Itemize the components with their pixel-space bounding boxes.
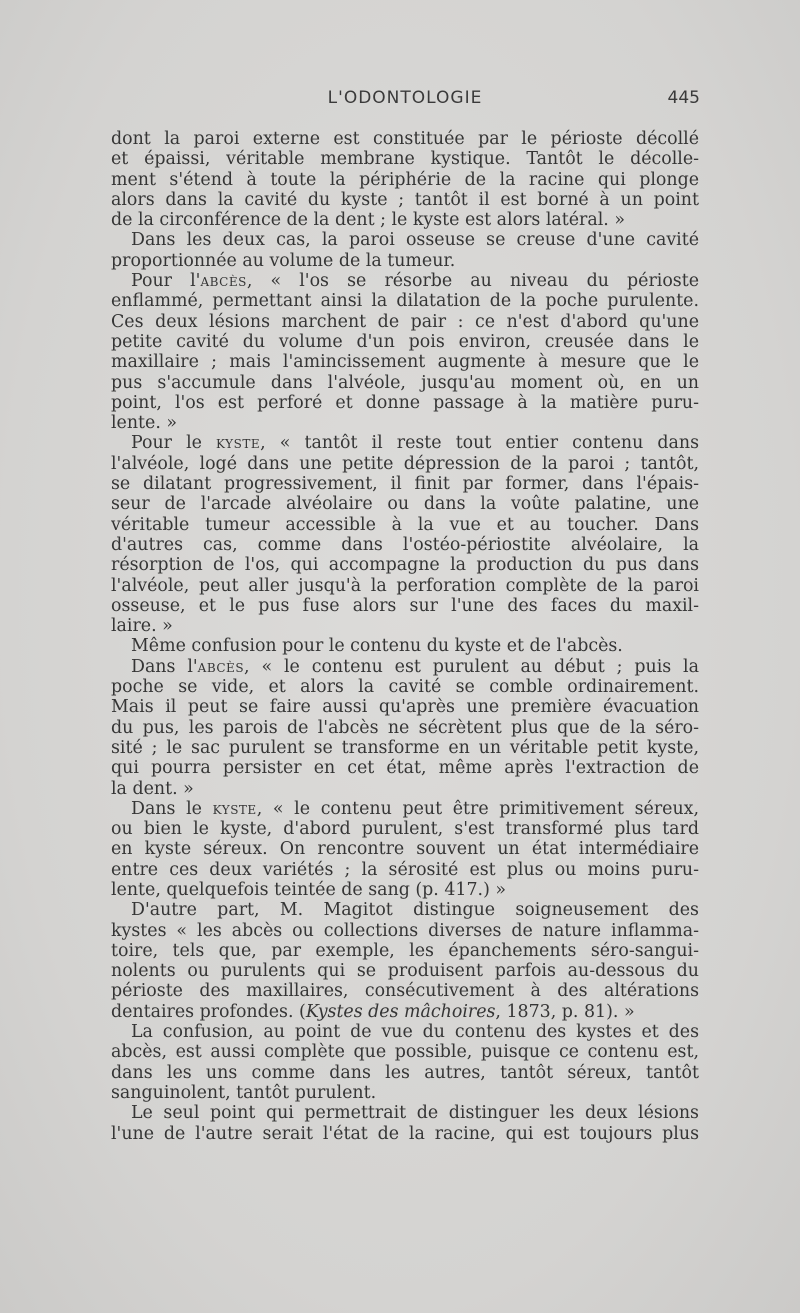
text-line: abcès, est aussi complète que possible, puisque ce contenu est, [111,1042,699,1063]
text-line: se dilatant progressivement, il finit par former, dans l'épais- [111,474,699,495]
text-line: l'une de l'autre serait l'état de la racine, qui est toujours plus [111,1123,699,1144]
text-line: véritable tumeur accessible à la vue et au toucher. Dans [111,514,699,535]
text-line: Ces deux lésions marchent de pair : ce n'est d'abord qu'une [111,311,699,332]
text-line [111,657,699,677]
small-caps-term: abcès [197,656,245,677]
text-line: périoste des maxillaires, consécutivement à des altérations [111,981,699,1002]
text-segment: Dans le [131,798,213,819]
small-caps-term: abcès [200,271,247,292]
text-line [111,271,699,291]
text-line: petite cavité du volume d'un pois environ, creusée dans le [111,331,699,352]
text-line: ment s'étend à toute la périphérie de la racine qui plonge [111,169,699,190]
text-line: entre ces deux variétés ; la sérosité est plus ou moins puru- [111,859,699,880]
text-line: seur de l'arcade alvéolaire ou dans la voûte palatine, une [111,494,699,515]
text-segment: Pour l' [131,271,201,292]
text-line: laire. » [111,616,173,637]
small-caps-term: kyste [216,433,261,454]
text-line: D'autre part, M. Magitot distingue soigneusement des [131,900,699,921]
text-line [111,1002,699,1022]
page-header [110,88,700,116]
text-segment: , 1873, p. 81). » [495,1001,635,1022]
text-line [111,799,699,819]
text-line: de la circonférence de la dent ; le kyste est alors latéral. » [111,210,625,231]
text-line: Mais il peut se faire aussi qu'après une première évacuation [111,697,699,718]
text-line: kystes « les abcès ou collections diverses de nature inflamma- [111,920,699,941]
text-line: dont la paroi externe est constituée par le périoste décollé [111,129,699,149]
text-segment: Dans l' [131,656,198,677]
text-line: Dans les deux cas, la paroi osseuse se creuse d'une cavité [131,230,699,251]
text-line: Le seul point qui permettrait de distinguer les deux lésions [131,1103,699,1124]
running-title: L'ODONTOLOGIE [327,88,483,108]
small-caps-term: kyste [212,798,257,819]
text-line: point, l'os est perforé et donne passage à la matière puru- [111,392,699,413]
text-line: toire, tels que, par exemple, les épanchements séro-sangui- [111,940,699,961]
text-line: alors dans la cavité du kyste ; tantôt il est borné à un point [111,189,699,210]
text-line: Même confusion pour le contenu du kyste et de l'abcès. [131,636,623,657]
text-line: La confusion, au point de vue du contenu des kystes et des [131,1022,699,1043]
text-segment: , « l'os se résorbe au niveau du périoste [246,271,699,292]
text-line: enflammé, permettant ainsi la dilatation de la poche purulente. [111,291,699,312]
italic-citation: Kystes des mâchoires [305,1001,496,1022]
text-line: osseuse, et le pus fuse alors sur l'une des faces du maxil- [111,595,699,616]
text-line: l'alvéole, peut aller jusqu'à la perforation complète de la paroi [111,575,699,596]
text-line: en kyste séreux. On rencontre souvent un état intermédiaire [111,839,699,860]
text-line: poche se vide, et alors la cavité se comble ordinairement. [111,677,699,698]
text-line [111,433,699,453]
text-line: qui pourra persister en cet état, même après l'extraction de [111,758,699,779]
text-line: et épaissi, véritable membrane kystique. Tantôt le décolle- [111,149,699,170]
text-line: du pus, les parois de l'abcès ne sécrètent plus que de la séro- [111,717,699,738]
text-segment: , « le contenu peut être primitivement séreux, [256,798,699,819]
text-line: pus s'accumule dans l'alvéole, jusqu'au moment où, en un [111,372,699,393]
text-line: d'autres cas, comme dans l'ostéo-périostite alvéolaire, la [111,534,699,555]
body-text [111,129,699,1144]
text-segment: , « le contenu est purulent au début ; puis la [244,656,699,677]
text-line: nolents ou purulents qui se produisent parfois au-dessous du [111,961,699,982]
text-line: maxillaire ; mais l'amincissement augmente à mesure que le [111,352,699,373]
text-segment: dentaires profondes. ( [111,1001,306,1022]
text-line: proportionnée au volume de la tumeur. [111,250,456,271]
text-line: ou bien le kyste, d'abord purulent, s'est transformé plus tard [111,819,699,840]
text-segment: , « tantôt il reste tout entier contenu dans [260,433,699,454]
page-number: 445 [667,88,700,108]
text-line: résorption de l'os, qui accompagne la production du pus dans [111,555,699,576]
text-line: l'alvéole, logé dans une petite dépression de la paroi ; tantôt, [111,453,699,474]
text-line: lente, quelquefois teintée de sang (p. 417.) » [111,879,507,900]
text-line: sanguinolent, tantôt purulent. [111,1082,377,1103]
text-segment: Pour le [131,433,217,454]
text-line: la dent. » [111,778,194,799]
text-line: lente. » [111,413,178,434]
text-line: dans les uns comme dans les autres, tantôt séreux, tantôt [111,1062,699,1083]
text-line: sité ; le sac purulent se transforme en un véritable petit kyste, [111,737,699,758]
